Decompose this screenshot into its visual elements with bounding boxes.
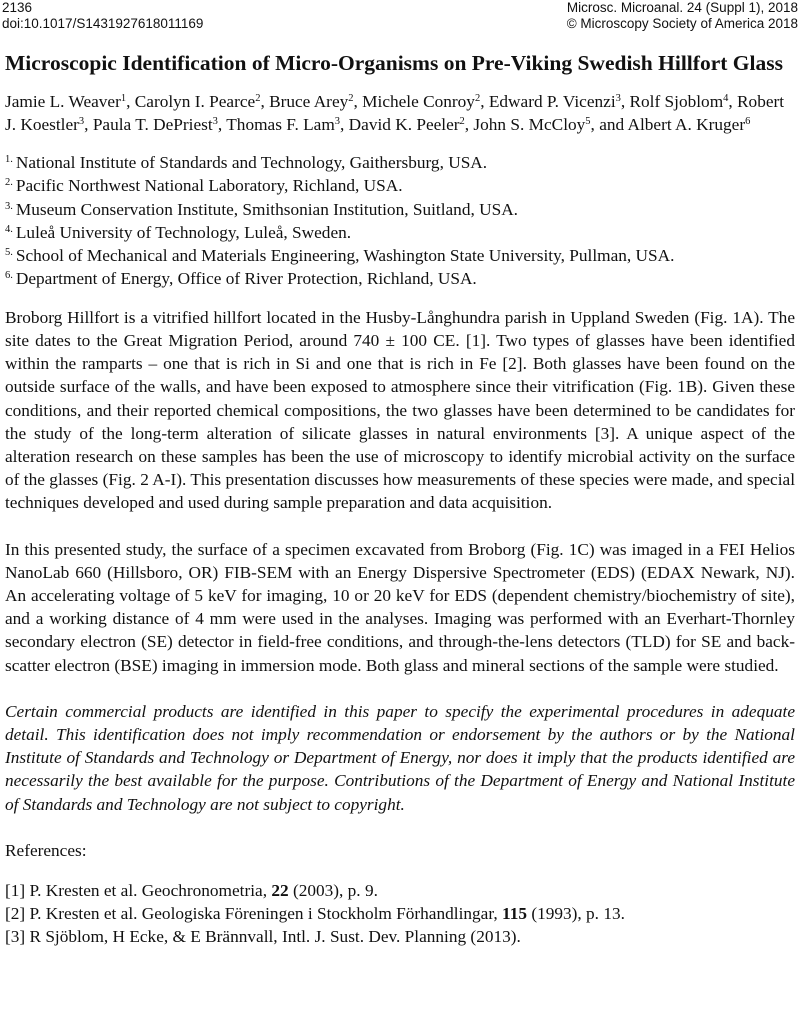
author: Edward P. Vicenzi$^3$, [488, 92, 630, 111]
page-header [0, 0, 800, 36]
author: Bruce Arey$^2$, [269, 92, 363, 111]
author: David K. Peeler$^2$, [348, 115, 474, 134]
affiliation-item: $^{4.}$ Luleå University of Technology, Luleå, Sweden. [5, 222, 352, 242]
author-name: and Albert A. Kruger [599, 115, 746, 134]
author-affiliation-mark: 5 [585, 116, 591, 127]
author-affiliation-mark: 3 [212, 116, 218, 127]
affiliation-item: $^{1.}$ National Institute of Standards and Technology, Gaithersburg, USA. [5, 153, 488, 172]
paper-body [5, 50, 795, 948]
paper-title: Microscopic Identification of Micro-Organisms on Pre-Viking Swedish Hillfort Glass [5, 51, 783, 75]
doi: doi:10.1017/S1431927618011169 [2, 16, 204, 31]
author-affiliation-mark: 2 [348, 93, 354, 104]
author: Thomas F. Lam$^3$, [226, 115, 349, 134]
author [599, 115, 750, 134]
author-name: Robert J. Koestler [5, 92, 785, 134]
author: Michele Conroy$^2$, [362, 92, 489, 111]
references-heading: References: [5, 840, 87, 860]
author-name: Carolyn I. Pearce [134, 92, 256, 111]
author: Rolf Sjoblom$^4$, [629, 92, 738, 111]
author-name: Paula T. DePriest [92, 115, 213, 134]
author-affiliation-mark: 2 [474, 93, 481, 104]
reference-item: [3] R Sjöblom, H Ecke, & E Brännvall, Intl. J. Sust. Dev. Planning (2013). [5, 927, 521, 947]
journal-citation: Microsc. Microanal. 24 (Suppl 1), 2018 [566, 0, 798, 15]
author-name: David K. Peeler [348, 115, 460, 134]
body-paragraph-intro: Broborg Hillfort is a vitrified hillfort located in the Husby-Långhundra parish in Uppland Sweden (Fig. 1A). The site dates to the Great Migration Period, around 740 ± 100 CE. [1]. Two types of glasses have been identified within the ramparts – one that is rich in Si and one that is rich in Fe [2]. Both glasses have been found on the outside surface of the walls, and have been exposed to atmosphere since their vitrification (Fig. 1B). Given these conditions, and their reported chemical compositions, the two glasses have been determined to be candidates for the study of the long-term alteration of silicate glasses in natural environments [3]. A unique aspect of the alteration research on these samples has been the use of microscopy to identify microbial activity on the surface of the glasses (Fig. 2 A-I). This presentation discusses how measurements of these species were made, and special techniques developed and used during sample preparation and data acquisition. [5, 307, 795, 513]
author-affiliation-mark: 3 [78, 116, 85, 127]
header-right [567, 0, 798, 32]
author-affiliation-mark: 2 [255, 93, 261, 104]
author-affiliation-mark: 6 [745, 116, 751, 127]
header-left [2, 0, 203, 32]
author-name: Michele Conroy [362, 92, 475, 111]
author: Carolyn I. Pearce$^2$, [134, 92, 270, 111]
author: Jamie L. Weaver$^1$, [5, 92, 135, 111]
body-paragraph-methods: In this presented study, the surface of a specimen excavated from Broborg (Fig. 1C) was imaged in a FEI Helios NanoLab 660 (Hillsboro, OR) FIB-SEM with an Energy Dispersive Spectrometer (EDS) (EDAX Newark, NJ). An accelerating voltage of 5 keV for imaging, 10 or 20 keV for EDS (dependent chemistry/biochemistry of site), and a working distance of 4 mm were used in the analyses. Imaging was performed with an Everhart-Thornley secondary electron (SE) detector in field-free conditions, and through-the-lens detectors (TLD) for SE and back-scatter electron (BSE) imaging in immersion mode. Both glass and mineral sections of the sample were studied. [5, 539, 795, 675]
author-name: Thomas F. Lam [226, 115, 335, 134]
author: John S. McCloy$^5$, [473, 115, 600, 134]
author-affiliation-mark: 3 [615, 93, 621, 104]
author-affiliation-mark: 2 [459, 116, 465, 127]
author: Paula T. DePriest$^3$, [92, 115, 227, 134]
affiliation-item: $^{3.}$ Museum Conservation Institute, Smithsonian Institution, Suitland, USA. [5, 199, 518, 219]
author-name: Jamie L. Weaver [5, 92, 121, 111]
author-list [5, 90, 795, 136]
author-name: Edward P. Vicenzi [488, 92, 616, 111]
affiliation-item: $^{2.}$ Pacific Northwest National Laboratory, Richland, USA. [5, 176, 403, 196]
disclaimer-paragraph: Certain commercial products are identified in this paper to specify the experimental procedures in adequate detail. This identification does not imply recommendation or endorsement by the authors or by the National Institute of Standards and Technology or Department of Energy, nor does it imply that the products identified are necessarily the best available for the purpose. Contributions of the Department of Energy and National Institute of Standards and Technology are not subject to copyright. [5, 701, 795, 814]
copyright-notice: © Microscopy Society of America 2018 [566, 16, 798, 31]
author-name: John S. McCloy [473, 115, 586, 134]
author-name: Bruce Arey [269, 92, 349, 111]
author: Robert J. Koestler$^3$, [5, 92, 785, 134]
author-affiliation-mark: 4 [723, 93, 729, 104]
reference-item: [2] P. Kresten et al. Geologiska Föreningen i Stockholm Förhandlingar, 115 (1993), p. 13. [5, 904, 625, 924]
author-name: Rolf Sjoblom [629, 92, 724, 111]
author-affiliation-mark: 3 [334, 116, 341, 127]
reference-item: [1] P. Kresten et al. Geochronometria, 22 (2003), p. 9. [5, 880, 378, 900]
author-affiliation-mark: 1 [120, 93, 127, 104]
reference-list [5, 879, 795, 949]
affiliation-item: $^{5.}$ School of Mechanical and Materials Engineering, Washington State University, Pullman, USA. [5, 246, 675, 266]
affiliation-list [5, 151, 795, 291]
page-number: 2136 [2, 0, 33, 15]
affiliation-item: $^{6.}$ Department of Energy, Office of River Protection, Richland, USA. [5, 269, 477, 289]
